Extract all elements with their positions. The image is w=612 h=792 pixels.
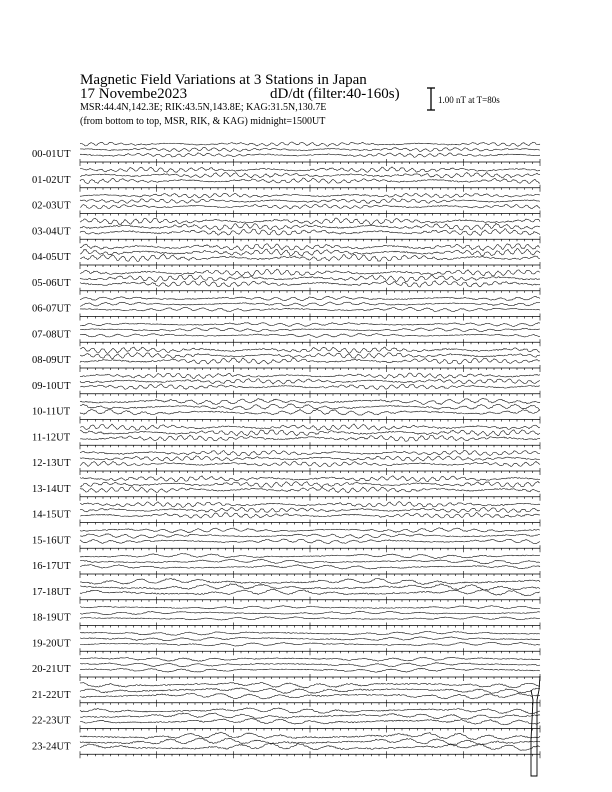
row-label: 15-16UT bbox=[32, 535, 71, 547]
station-trace-KAG bbox=[80, 435, 540, 441]
station-trace-KAG bbox=[80, 358, 540, 364]
row-ticks bbox=[80, 365, 540, 372]
row-ticks bbox=[80, 494, 540, 501]
row-ticks bbox=[80, 623, 540, 630]
row-ticks bbox=[80, 159, 540, 166]
station-trace-KAG bbox=[80, 617, 540, 620]
station-trace-MSR bbox=[80, 732, 540, 740]
station-trace-MSR bbox=[80, 167, 540, 172]
station-trace-KAG bbox=[80, 513, 540, 519]
station-trace-RIK bbox=[80, 637, 540, 641]
station-trace-KAG bbox=[80, 334, 540, 338]
station-trace-KAG bbox=[80, 693, 540, 699]
row-ticks bbox=[80, 545, 540, 552]
row-label: 23-24UT bbox=[32, 741, 71, 753]
station-trace-MSR bbox=[80, 398, 540, 404]
station-trace-KAG bbox=[80, 642, 540, 646]
row-label: 16-17UT bbox=[32, 561, 71, 572]
station-trace-MSR bbox=[80, 347, 540, 353]
row-ticks bbox=[80, 700, 540, 707]
station-trace-KAG bbox=[80, 281, 540, 287]
row-label: 08-09UT bbox=[32, 355, 71, 366]
row-label: 04-05UT bbox=[32, 252, 71, 263]
row-label: 14-15UT bbox=[32, 509, 71, 521]
row-label: 12-13UT bbox=[32, 458, 71, 469]
row-label: 21-22UT bbox=[32, 689, 71, 701]
row-ticks bbox=[80, 236, 540, 243]
station-trace-KAG bbox=[80, 178, 540, 184]
row-ticks bbox=[80, 211, 540, 218]
station-trace-RIK bbox=[80, 249, 540, 257]
station-trace-MSR bbox=[80, 450, 540, 455]
station-trace-RIK bbox=[80, 353, 540, 359]
row-ticks bbox=[80, 571, 540, 578]
station-trace-RIK bbox=[80, 328, 540, 332]
station-trace-MSR bbox=[80, 373, 540, 379]
row-label: 13-14UT bbox=[32, 483, 71, 495]
row-label: 22-23UT bbox=[32, 715, 71, 727]
station-trace-RIK bbox=[80, 507, 540, 512]
station-trace-RIK bbox=[80, 663, 540, 667]
station-trace-MSR bbox=[80, 657, 540, 661]
row-label: 17-18UT bbox=[32, 586, 71, 598]
row-label: 20-21UT bbox=[32, 664, 71, 675]
filter-label: dD/dt (filter:40-160s) bbox=[270, 86, 400, 102]
row-ticks bbox=[80, 288, 540, 295]
row-label: 03-04UT bbox=[32, 226, 71, 238]
station-trace-MSR bbox=[80, 323, 540, 327]
row-ticks bbox=[80, 339, 540, 346]
scale-bar-label: 1.00 nT at T=80s bbox=[438, 95, 500, 105]
order-note: (from bottom to top, MSR, RIK, & KAG) midnight=1500UT bbox=[80, 116, 326, 127]
row-label: 19-20UT bbox=[32, 638, 71, 650]
station-trace-KAG bbox=[80, 204, 540, 209]
station-trace-RIK bbox=[80, 611, 540, 615]
station-trace-KAG bbox=[80, 409, 540, 415]
stations-label: MSR:44.4N,142.3E; RIK:43.5N,143.8E; KAG:31.5N,130.7E bbox=[80, 102, 327, 113]
row-ticks bbox=[80, 520, 540, 527]
station-trace-MSR bbox=[80, 244, 540, 251]
row-label: 06-07UT bbox=[32, 303, 71, 315]
row-ticks bbox=[80, 597, 540, 604]
station-trace-KAG bbox=[80, 718, 540, 725]
row-label: 10-11UT bbox=[32, 406, 71, 418]
station-trace-MSR bbox=[80, 528, 540, 533]
station-trace-MSR bbox=[80, 682, 540, 688]
row-label: 02-03UT bbox=[32, 200, 71, 212]
row-ticks bbox=[80, 726, 540, 733]
station-trace-RIK bbox=[80, 148, 540, 152]
station-trace-RIK bbox=[80, 404, 540, 410]
station-trace-RIK bbox=[80, 481, 540, 487]
station-trace-KAG bbox=[80, 539, 540, 544]
station-trace-RIK bbox=[80, 456, 540, 462]
row-label: 00-01UT bbox=[32, 149, 71, 160]
station-trace-RIK bbox=[80, 688, 540, 694]
station-trace-KAG bbox=[80, 461, 540, 466]
row-label: 07-08UT bbox=[32, 329, 71, 341]
row-label: 09-10UT bbox=[32, 380, 71, 392]
row-ticks bbox=[80, 442, 540, 449]
station-trace-KAG bbox=[80, 307, 540, 311]
station-trace-KAG bbox=[80, 487, 540, 493]
row-ticks bbox=[80, 417, 540, 424]
row-ticks bbox=[80, 391, 540, 398]
row-ticks bbox=[80, 314, 540, 321]
row-ticks bbox=[80, 674, 540, 681]
station-trace-RIK bbox=[80, 534, 540, 538]
station-trace-KAG bbox=[80, 743, 540, 750]
station-trace-KAG bbox=[80, 668, 540, 672]
row-label: 05-06UT bbox=[32, 277, 71, 289]
station-trace-MSR bbox=[80, 193, 540, 198]
station-trace-RIK bbox=[80, 713, 540, 719]
station-trace-MSR bbox=[80, 424, 540, 430]
row-label: 01-02UT bbox=[32, 174, 71, 186]
station-trace-RIK bbox=[80, 430, 540, 436]
station-trace-MSR bbox=[80, 218, 540, 225]
station-trace-MSR bbox=[80, 269, 540, 276]
station-trace-KAG bbox=[80, 153, 540, 158]
storm-excursion-trace bbox=[531, 676, 540, 776]
station-trace-MSR bbox=[80, 142, 540, 146]
row-ticks bbox=[80, 185, 540, 192]
station-trace-RIK bbox=[80, 275, 540, 282]
station-trace-MSR bbox=[80, 631, 540, 635]
row-ticks bbox=[80, 648, 540, 655]
station-trace-RIK bbox=[80, 302, 540, 306]
station-trace-MSR bbox=[80, 578, 540, 584]
date-label: 17 Novembe2023 bbox=[80, 86, 188, 102]
row-ticks bbox=[80, 751, 540, 758]
station-trace-RIK bbox=[80, 559, 540, 564]
station-trace-RIK bbox=[80, 172, 540, 178]
row-label: 11-12UT bbox=[32, 432, 71, 444]
station-trace-KAG bbox=[80, 565, 540, 569]
row-ticks bbox=[80, 468, 540, 475]
station-trace-MSR bbox=[80, 501, 540, 507]
station-trace-RIK bbox=[80, 584, 540, 590]
station-trace-KAG bbox=[80, 589, 540, 596]
station-trace-KAG bbox=[80, 384, 540, 390]
station-trace-MSR bbox=[80, 554, 540, 559]
station-trace-MSR bbox=[80, 296, 540, 300]
station-trace-RIK bbox=[80, 223, 540, 230]
station-trace-KAG bbox=[80, 254, 540, 261]
row-label: 18-19UT bbox=[32, 612, 71, 624]
row-ticks bbox=[80, 262, 540, 269]
station-trace-RIK bbox=[80, 199, 540, 204]
station-trace-MSR bbox=[80, 708, 540, 714]
chart-title: Magnetic Field Variations at 3 Stations in Japan bbox=[80, 72, 367, 88]
station-trace-RIK bbox=[80, 379, 540, 384]
station-trace-MSR bbox=[80, 606, 540, 609]
station-trace-MSR bbox=[80, 476, 540, 482]
